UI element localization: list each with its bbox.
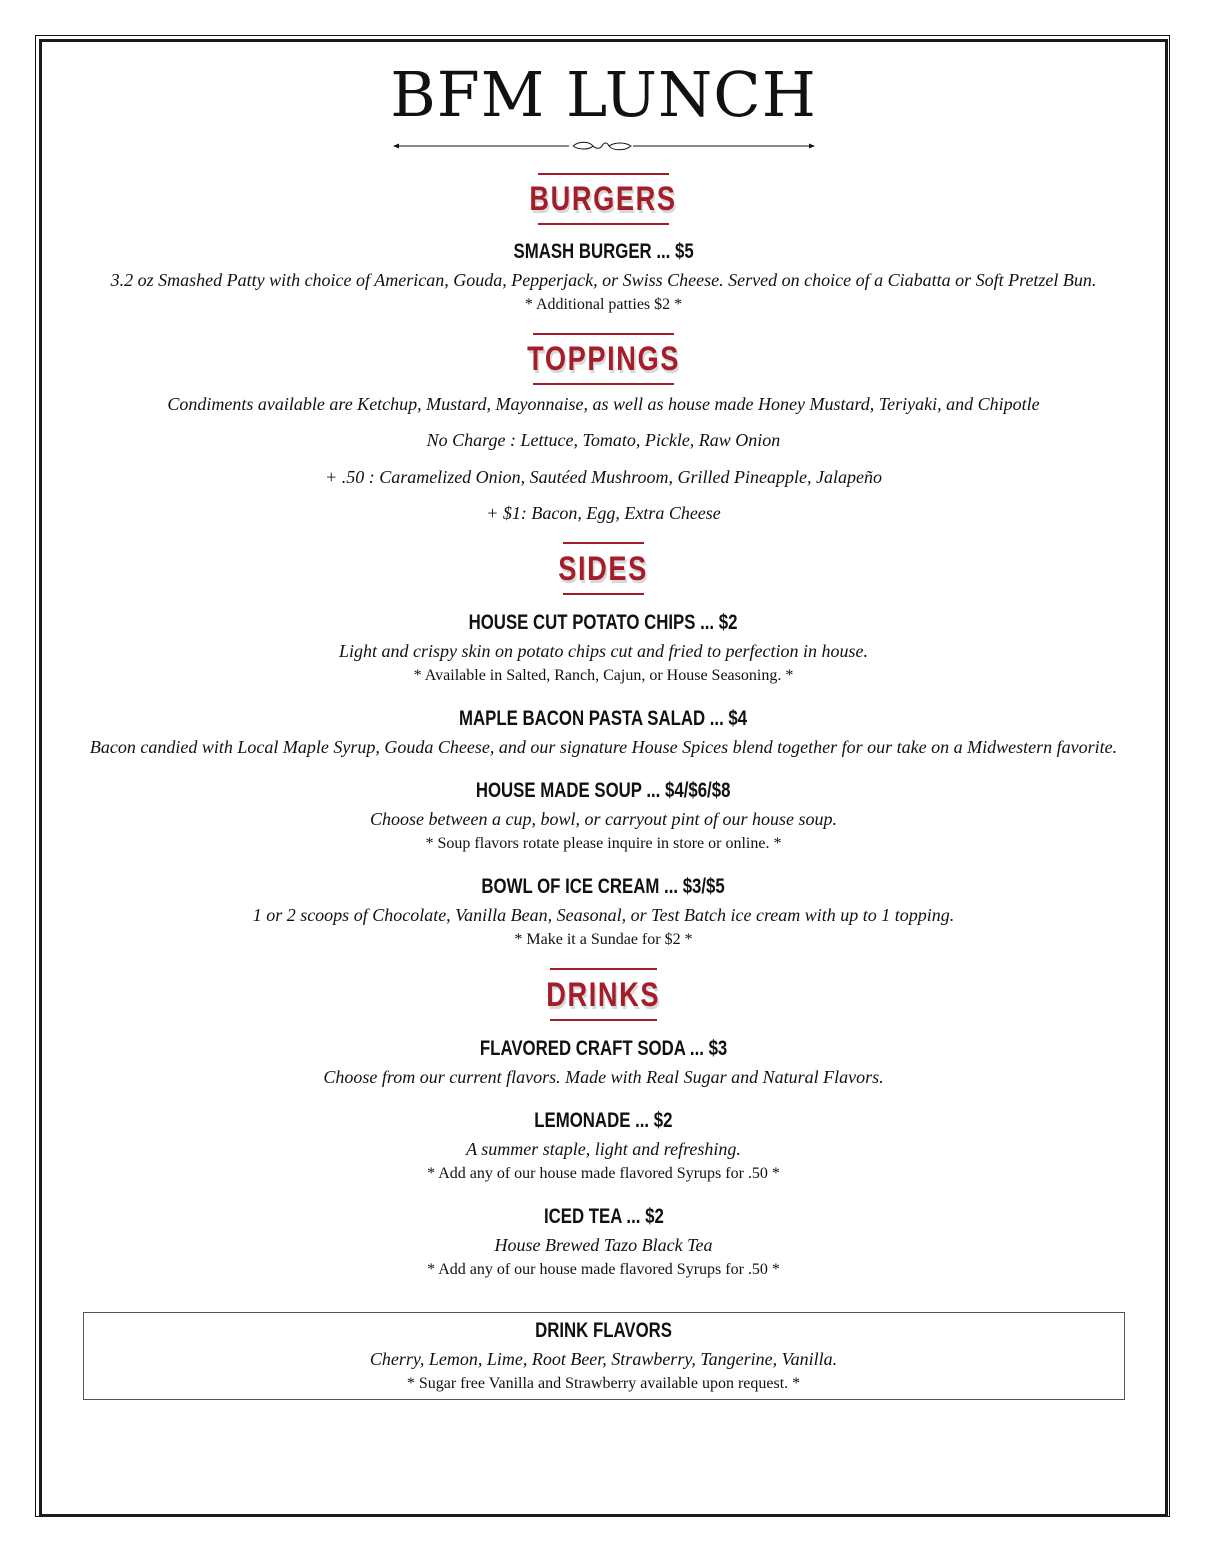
section-heading-drinks: DRINKS	[546, 976, 661, 1014]
item-description: A summer staple, light and refreshing.	[466, 1139, 741, 1159]
section-heading-toppings: TOPPINGS	[527, 340, 680, 378]
page-title: BFM LUNCH	[390, 58, 817, 131]
section-rule	[533, 383, 674, 385]
section-rule	[550, 1019, 657, 1021]
item-description: Choose between a cup, bowl, or carryout pint of our house soup.	[370, 809, 837, 829]
section-rule	[563, 542, 644, 544]
item-description: House Brewed Tazo Black Tea	[494, 1235, 713, 1255]
item-description: 1 or 2 scoops of Chocolate, Vanilla Bean, Seasonal, or Test Batch ice cream with up to 1 topping.	[252, 905, 955, 925]
toppings-line: + .50 : Caramelized Onion, Sautéed Mushroom, Grilled Pineapple, Jalapeño	[325, 467, 882, 487]
toppings-line: Condiments available are Ketchup, Mustard, Mayonnaise, as well as house made Honey Mustard, Teriyaki, and Chipotle	[167, 394, 1040, 414]
item-potato-chips: HOUSE CUT POTATO CHIPS ... $2	[469, 611, 738, 634]
item-note: * Available in Salted, Ranch, Cajun, or House Seasoning. *	[413, 667, 794, 684]
item-note: * Add any of our house made flavored Syrups for .50 *	[427, 1261, 780, 1278]
section-rule	[550, 968, 657, 970]
ornament-divider-icon	[393, 138, 815, 154]
item-note: * Soup flavors rotate please inquire in store or online. *	[425, 835, 782, 852]
section-heading-sides: SIDES	[558, 550, 649, 588]
item-note: * Additional patties $2 *	[524, 296, 683, 313]
section-rule	[538, 173, 669, 175]
item-craft-soda: FLAVORED CRAFT SODA ... $3	[479, 1037, 728, 1060]
toppings-line: No Charge : Lettuce, Tomato, Pickle, Raw Onion	[426, 430, 781, 450]
drink-flavors-note: * Sugar free Vanilla and Strawberry available upon request. *	[406, 1375, 801, 1392]
item-description: Choose from our current flavors. Made with Real Sugar and Natural Flavors.	[323, 1067, 884, 1087]
section-rule	[563, 593, 644, 595]
item-soup: HOUSE MADE SOUP ... $4/$6/$8	[476, 779, 731, 802]
section-rule	[533, 333, 674, 335]
item-pasta-salad: MAPLE BACON PASTA SALAD ... $4	[459, 707, 748, 730]
item-note: * Add any of our house made flavored Syrups for .50 *	[427, 1165, 780, 1182]
section-rule	[538, 223, 669, 225]
item-ice-cream: BOWL OF ICE CREAM ... $3/$5	[481, 875, 726, 898]
item-description: 3.2 oz Smashed Patty with choice of American, Gouda, Pepperjack, or Swiss Cheese. Served on choice of a Ciabatta or Soft Pretzel Bun.	[110, 270, 1097, 290]
item-lemonade: LEMONADE ... $2	[534, 1109, 673, 1132]
item-description: Bacon candied with Local Maple Syrup, Gouda Cheese, and our signature House Spices blend together for our take on a Midwestern favorite.	[89, 737, 1118, 757]
item-note: * Make it a Sundae for $2 *	[514, 931, 693, 948]
drink-flavors-heading: DRINK FLAVORS	[535, 1319, 672, 1342]
section-heading-burgers: BURGERS	[529, 180, 678, 218]
toppings-line: + $1: Bacon, Egg, Extra Cheese	[486, 503, 721, 523]
item-description: Light and crispy skin on potato chips cut and fried to perfection in house.	[339, 641, 868, 661]
item-iced-tea: ICED TEA ... $2	[543, 1205, 664, 1228]
item-smash-burger: SMASH BURGER ... $5	[513, 240, 694, 263]
drink-flavors-list: Cherry, Lemon, Lime, Root Beer, Strawberry, Tangerine, Vanilla.	[369, 1349, 838, 1369]
